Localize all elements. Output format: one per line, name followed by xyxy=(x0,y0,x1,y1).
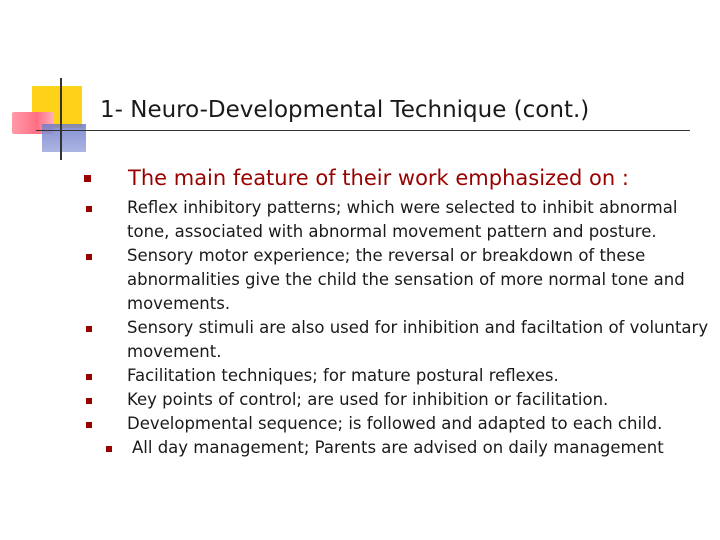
list-item-text: Sensory motor experience; the reversal or breakdown of these abnormalities give the child the sensation of more normal tone and movements. xyxy=(127,246,685,313)
decorative-vertical-line xyxy=(60,78,62,160)
title-underline xyxy=(36,130,690,131)
list-item-text: Reflex inhibitory patterns; which were selected to inhibit abnormal tone, associated with abnormal movement pattern and posture. xyxy=(127,198,678,241)
slide-title: 1- Neuro-Developmental Technique (cont.) xyxy=(100,97,590,123)
list-item xyxy=(84,316,714,364)
list-item-text: Sensory stimuli are also used for inhibition and faciltation of voluntary movement. xyxy=(127,318,709,361)
list-item-text: All day management; Parents are advised on daily management xyxy=(132,438,664,457)
decorative-blue-square xyxy=(42,124,86,152)
list-item xyxy=(84,244,714,316)
square-bullet-icon xyxy=(86,398,92,404)
list-item xyxy=(84,196,714,244)
square-bullet-icon xyxy=(86,422,92,428)
list-item-text: Facilitation techniques; for mature postural reflexes. xyxy=(127,366,559,385)
square-bullet-icon xyxy=(86,206,92,212)
square-bullet-icon xyxy=(86,254,92,260)
section-heading-text: The main feature of their work emphasized on : xyxy=(128,166,629,190)
square-bullet-icon xyxy=(86,374,92,380)
list-item xyxy=(84,436,714,460)
list-item xyxy=(84,364,714,388)
list-item xyxy=(84,388,714,412)
list-item-text: Developmental sequence; is followed and adapted to each child. xyxy=(127,414,663,433)
square-bullet-icon xyxy=(106,446,112,452)
bullet-list xyxy=(84,196,714,460)
list-item xyxy=(84,412,714,436)
square-bullet-icon xyxy=(84,175,91,182)
square-bullet-icon xyxy=(86,326,92,332)
list-item-text: Key points of control; are used for inhibition or facilitation. xyxy=(127,390,609,409)
